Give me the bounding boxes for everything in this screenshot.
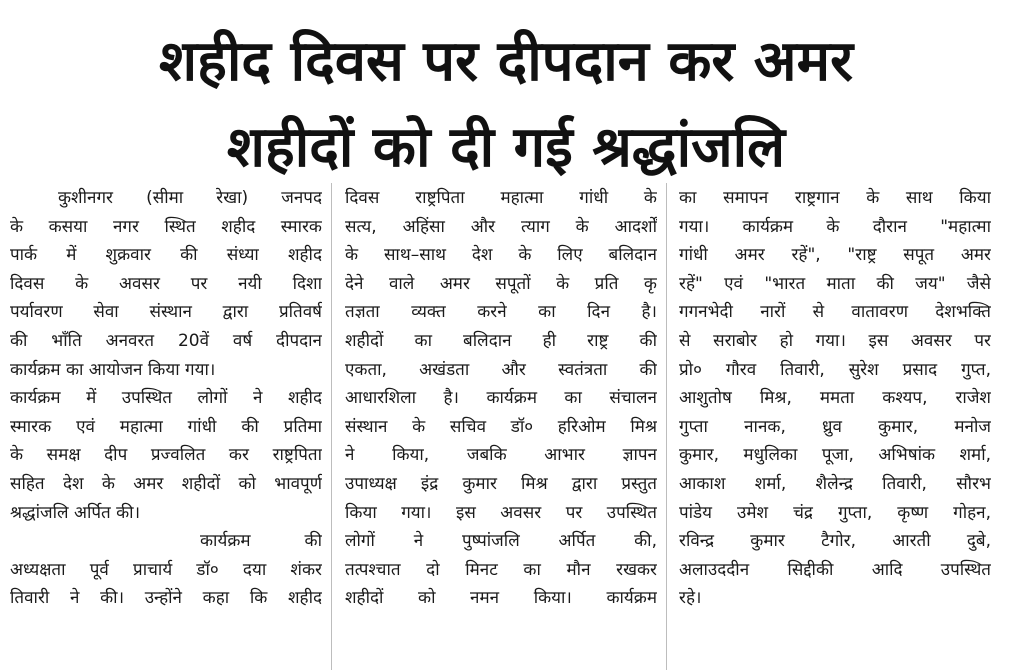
article-line: एकता, अखंडता और स्वतंत्रता की [345,359,657,380]
article-line: तज्ञता व्यक्त करने का दिन है। [345,302,657,323]
article-line: के कसया नगर स्थित शहीद स्मारक [10,216,322,237]
article-line: संस्थान के सचिव डॉ० हरिओम मिश्र [345,416,657,437]
article-line: पर्यावरण सेवा संस्थान द्वारा प्रतिवर्ष [10,302,322,323]
article-line: सहित देश के अमर शहीदों को भावपूर्ण [10,473,322,494]
article-line: दिवस राष्ट्रपिता महात्मा गांधी के [345,188,657,208]
article-line: किया गया। इस अवसर पर उपस्थित [345,502,657,523]
article-line: तत्पश्चात दो मिनट का मौन रखकर [345,559,657,580]
article-column-3 [679,184,991,670]
article-line: ने किया, जबकि आभार ज्ञापन [345,445,657,466]
article-line: प्रो० गौरव तिवारी, सुरेश प्रसाद गुप्त, [679,359,991,380]
article-line: रहें" एवं "भारत माता की जय" जैसे [679,273,991,294]
article-line: शहीदों का बलिदान ही राष्ट्र की [345,330,657,351]
article-line: कार्यक्रम का आयोजन किया गया। [10,359,216,380]
article-line: कुमार, मधुलिका पूजा, अभिषांक शर्मा, [679,445,991,466]
article-column-2 [345,184,657,670]
article-line: लोगों ने पुष्पांजलि अर्पित की, [345,531,657,552]
article-line: के समक्ष दीप प्रज्वलित कर राष्ट्रपिता [10,445,322,466]
article-line: देने वाले अमर सपूतों के प्रति कृ [345,273,657,294]
article-column-1 [10,184,322,670]
article-line: पांडेय उमेश चंद्र गुप्ता, कृष्ण गोहन, [679,502,991,523]
article-line: कार्यक्रम की [200,531,322,552]
article-line: अध्यक्षता पूर्व प्राचार्य डॉ० दया शंकर [10,559,322,580]
article-line: अलाउददीन सिद्दीकी आदि उपस्थित [679,559,991,580]
article-line: गांधी अमर रहें", "राष्ट्र सपूत अमर [679,245,991,266]
article-line: पार्क में शुक्रवार की संध्या शहीद [10,245,322,266]
article-line: आशुतोष मिश्र, ममता कश्यप, राजेश [679,388,991,409]
headline-line-2: शहीदों को दी गई श्रद्धांजलि [226,115,786,180]
column-divider [331,183,332,670]
article-line: गगनभेदी नारों से वातावरण देशभक्ति [679,302,991,323]
article-line: सत्य, अहिंसा और त्याग के आदर्शों [345,216,657,237]
article-line: श्रद्धांजलि अर्पित की। [10,502,141,523]
article-line: कुशीनगर (सीमा रेखा) जनपद [58,188,322,208]
article-line: आकाश शर्मा, शैलेन्द्र तिवारी, सौरभ [679,473,991,494]
headline-line-1: शहीद दिवस पर दीपदान कर अमर [159,29,853,94]
article-line: का समापन राष्ट्रगान के साथ किया [679,188,991,208]
article-line: शहीदों को नमन किया। कार्यक्रम [345,588,657,609]
article-line: दिवस के अवसर पर नयी दिशा [10,273,322,294]
column-divider [666,183,667,670]
article-line: आधारशिला है। कार्यक्रम का संचालन [345,388,657,409]
article-line: रहे। [679,588,702,609]
article-line: रविन्द्र कुमार टैगोर, आरती दुबे, [679,531,991,552]
article-line: की भाँति अनवरत 20वें वर्ष दीपदान [10,330,322,351]
article-line: से सराबोर हो गया। इस अवसर पर [679,330,991,351]
article-line: गुप्ता नानक, ध्रुव कुमार, मनोज [679,416,991,437]
article-line: स्मारक एवं महात्मा गांधी की प्रतिमा [10,416,322,437]
article-line: तिवारी ने की। उन्होंने कहा कि शहीद [10,588,322,609]
article-line: कार्यक्रम में उपस्थित लोगों ने शहीद [10,388,322,409]
article-line: के साथ–साथ देश के लिए बलिदान [345,245,657,266]
article-line: उपाध्यक्ष इंद्र कुमार मिश्र द्वारा प्रस्तुत [345,473,657,494]
article-line: गया। कार्यक्रम के दौरान "महात्मा [679,216,991,237]
